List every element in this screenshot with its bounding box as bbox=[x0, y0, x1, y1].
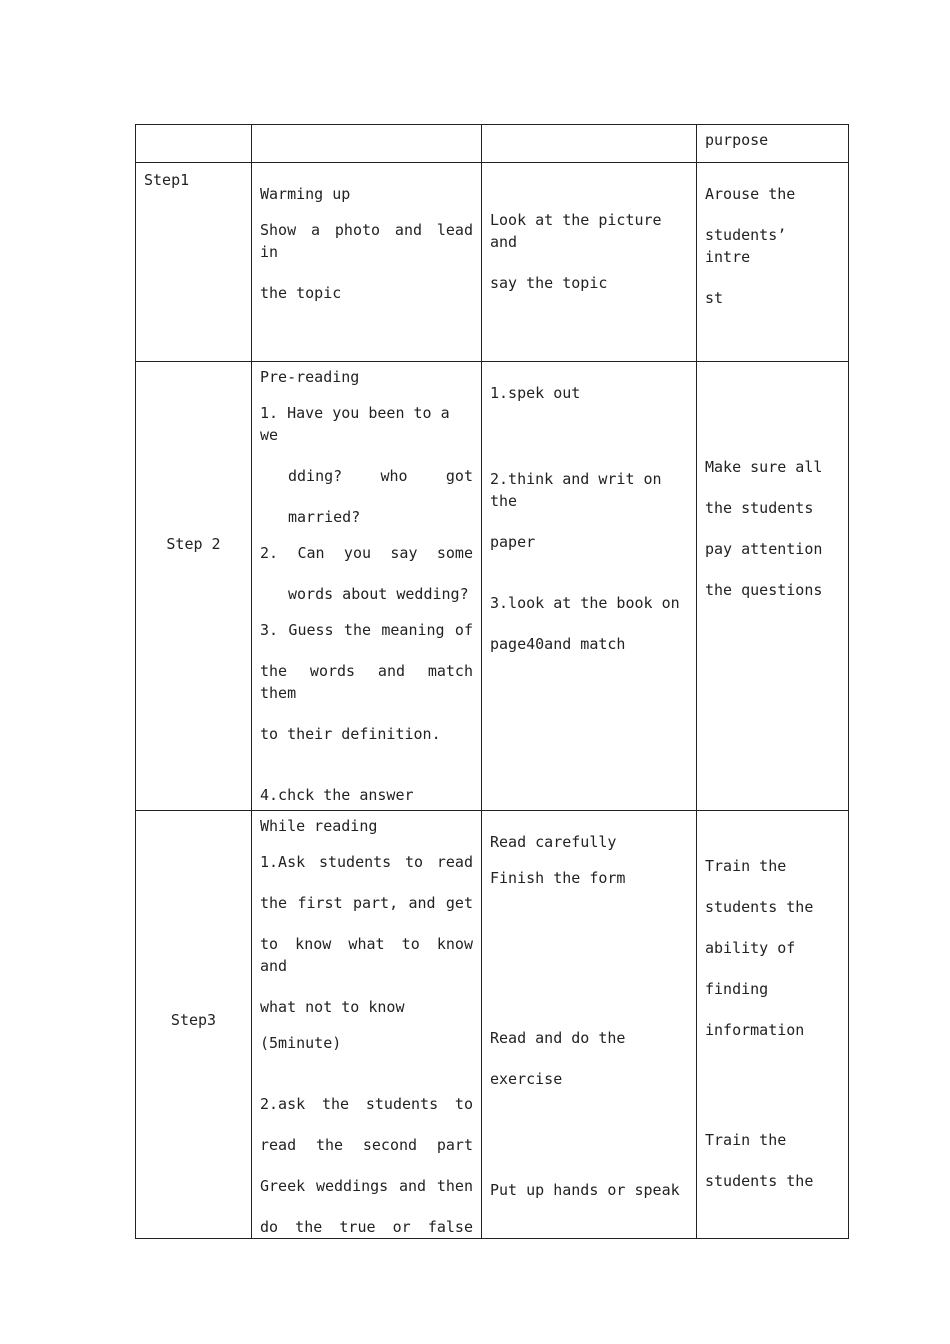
step3-purpose-a4: finding bbox=[705, 980, 769, 998]
step1-purpose-line2: students’ intre bbox=[705, 226, 787, 266]
step3-purpose-a1: Train the bbox=[705, 857, 787, 875]
step1-teacher-line2: the topic bbox=[260, 284, 342, 302]
step3-purpose-cell bbox=[697, 811, 849, 1239]
step3-p2-line2: read the second part bbox=[260, 1136, 473, 1154]
step1-label-cell bbox=[136, 163, 252, 362]
step2-q4: 4.chck the answer bbox=[260, 786, 414, 804]
header-cell-purpose bbox=[697, 125, 849, 163]
step1-student-line1: Look at the picture and bbox=[490, 211, 662, 251]
step3-label-cell bbox=[136, 811, 252, 1239]
step2-q3-line2: the words and match them bbox=[260, 662, 473, 702]
step3-student-c1: Put up hands or speak bbox=[490, 1181, 680, 1199]
step2-label-cell bbox=[136, 362, 252, 811]
step3-purpose-a2: students the bbox=[705, 898, 814, 916]
step3-purpose-a5: information bbox=[705, 1021, 805, 1039]
step3-p2-line3: Greek weddings and then bbox=[260, 1177, 473, 1195]
step2-teacher-cell bbox=[252, 362, 482, 811]
step1-student-cell bbox=[482, 163, 697, 362]
step3-p1-line3: to know what to know and bbox=[260, 935, 473, 975]
step2-student-s3-line1: 3.look at the book on bbox=[490, 594, 680, 612]
step3-student-a2: Finish the form bbox=[490, 869, 626, 887]
step3-p1-line1: 1.Ask students to read bbox=[260, 853, 473, 871]
step2-student-s3-line2: page40and match bbox=[490, 635, 626, 653]
step2-student-cell bbox=[482, 362, 697, 811]
step2-student-s2-line1: 2.think and writ on the bbox=[490, 470, 662, 510]
step1-teacher-line1: Show a photo and lead in bbox=[260, 221, 473, 261]
step2-label: Step 2 bbox=[166, 535, 221, 553]
step2-student-s2-line2: paper bbox=[490, 533, 536, 551]
header-cell-2 bbox=[252, 125, 482, 163]
step3-row bbox=[136, 811, 849, 1239]
step2-q3-line3: to their definition. bbox=[260, 725, 441, 743]
step2-purpose-line3: pay attention bbox=[705, 540, 823, 558]
step3-p2-line4: do the true or false bbox=[260, 1218, 473, 1236]
step1-row bbox=[136, 163, 849, 362]
step3-p1-line5: (5minute) bbox=[260, 1034, 342, 1052]
step2-purpose-line2: the students bbox=[705, 499, 814, 517]
step2-q1-line2: dding? who got bbox=[288, 467, 473, 485]
step2-q3-line1: 3. Guess the meaning of bbox=[260, 621, 473, 639]
step3-purpose-b2: students the bbox=[705, 1172, 814, 1190]
step3-student-a1: Read carefully bbox=[490, 833, 617, 851]
step3-purpose-a3: ability of bbox=[705, 939, 796, 957]
step1-purpose-cell bbox=[697, 163, 849, 362]
lesson-plan-table bbox=[135, 124, 849, 1239]
step1-teacher-title: Warming up bbox=[260, 185, 351, 203]
step1-label: Step1 bbox=[144, 171, 190, 189]
step3-p2-line1: 2.ask the students to bbox=[260, 1095, 473, 1113]
step2-student-s1: 1.spek out bbox=[490, 384, 581, 402]
step3-teacher-title: While reading bbox=[260, 817, 378, 835]
step1-student-line2: say the topic bbox=[490, 274, 608, 292]
step2-purpose-line4: the questions bbox=[705, 581, 823, 599]
step1-purpose-line1: Arouse the bbox=[705, 185, 796, 203]
step2-q1-line3: married? bbox=[288, 508, 361, 526]
step3-student-b1: Read and do the bbox=[490, 1029, 626, 1047]
step2-q1-line1: 1. Have you been to a we bbox=[260, 404, 450, 444]
step3-student-cell bbox=[482, 811, 697, 1239]
step3-p1-line2: the first part, and get bbox=[260, 894, 473, 912]
step2-purpose-cell bbox=[697, 362, 849, 811]
step2-q2-line2: words about wedding? bbox=[288, 585, 469, 603]
step3-teacher-cell bbox=[252, 811, 482, 1239]
step2-teacher-title: Pre-reading bbox=[260, 368, 360, 386]
header-cell-1 bbox=[136, 125, 252, 163]
step1-teacher-cell bbox=[252, 163, 482, 362]
step3-student-b2: exercise bbox=[490, 1070, 563, 1088]
header-cell-3 bbox=[482, 125, 697, 163]
step2-q2-line1: 2. Can you say some bbox=[260, 544, 473, 562]
header-row bbox=[136, 125, 849, 163]
step2-row bbox=[136, 362, 849, 811]
step3-label: Step3 bbox=[170, 1010, 217, 1029]
step1-purpose-line3: st bbox=[705, 289, 724, 307]
step2-purpose-line1: Make sure all bbox=[705, 458, 823, 476]
purpose-header: purpose bbox=[705, 131, 769, 149]
step3-p1-line4: what not to know bbox=[260, 998, 405, 1016]
step3-purpose-b1: Train the bbox=[705, 1131, 787, 1149]
